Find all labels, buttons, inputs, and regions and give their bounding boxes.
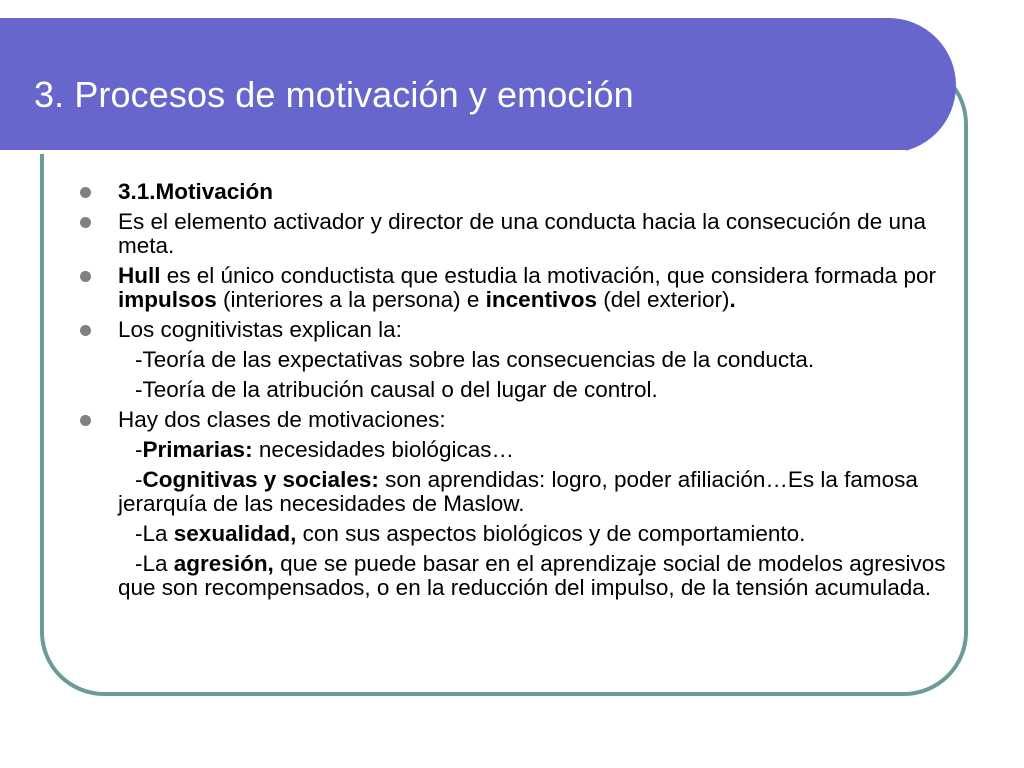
hull-text-1: es el único conductista que estudia la motivación, que considera formada por — [160, 263, 936, 288]
cognitivistas-text: Los cognitivistas explican la: — [118, 317, 402, 342]
primarias-text: necesidades biológicas… — [252, 437, 514, 462]
bullet-list — [118, 180, 948, 606]
sexualidad-text: con sus aspectos biológicos y de comportamiento. — [296, 521, 806, 546]
sexualidad-bold: sexualidad, — [173, 521, 297, 546]
hull-period: . — [729, 287, 736, 312]
slide-title: 3. Procesos de motivación y emoción — [34, 74, 634, 115]
cognitivas-text: son aprendidas: logro, poder afiliación…Es la famosa jerarquía de las necesidades de Maslow. — [118, 467, 918, 516]
hull-bold: Hull — [118, 263, 161, 288]
primarias-bold: Primarias: — [142, 437, 253, 462]
sub-item-sexualidad — [118, 522, 948, 546]
bullet-item-cognitivistas — [118, 318, 948, 342]
expectativas-text: -Teoría de las expectativas sobre las consecuencias de la conducta. — [135, 347, 815, 372]
clases-text: Hay dos clases de motivaciones: — [118, 407, 446, 432]
sub-item-primarias — [118, 438, 948, 462]
sub-item-cognitivas — [118, 468, 948, 516]
hull-text-2: (interiores a la persona) e — [216, 287, 486, 312]
title-underline — [0, 150, 906, 154]
cognitivas-bold: Cognitivas y sociales: — [142, 467, 379, 492]
agresion-bold: agresión, — [173, 551, 274, 576]
agresion-prefix: -La — [135, 551, 174, 576]
bullet-item-clases — [118, 408, 948, 432]
sub-item-agresion — [118, 552, 948, 600]
atribucion-text: -Teoría de la atribución causal o del lugar de control. — [135, 377, 658, 402]
bullet-item-heading — [118, 180, 948, 204]
hull-text-3: (del exterior) — [596, 287, 730, 312]
impulsos-bold: impulsos — [118, 287, 217, 312]
definition-text: Es el elemento activador y director de una conducta hacia la consecución de una meta. — [118, 209, 927, 258]
bullet-item-definition — [118, 210, 948, 258]
cognitivas-dash: - — [135, 467, 143, 492]
heading-text: 3.1.Motivación — [118, 179, 274, 204]
sub-item-atribucion — [118, 378, 948, 402]
agresion-text: que se puede basar en el aprendizaje social de modelos agresivos que son recompensados, o en la reducción del impulso, de la tensión acumulada. — [118, 551, 946, 600]
incentivos-bold: incentivos — [485, 287, 597, 312]
title-bar — [0, 18, 956, 153]
sub-item-expectativas — [118, 348, 948, 372]
bullet-item-hull — [118, 264, 948, 312]
primarias-dash: - — [135, 437, 143, 462]
sexualidad-prefix: -La — [135, 521, 174, 546]
